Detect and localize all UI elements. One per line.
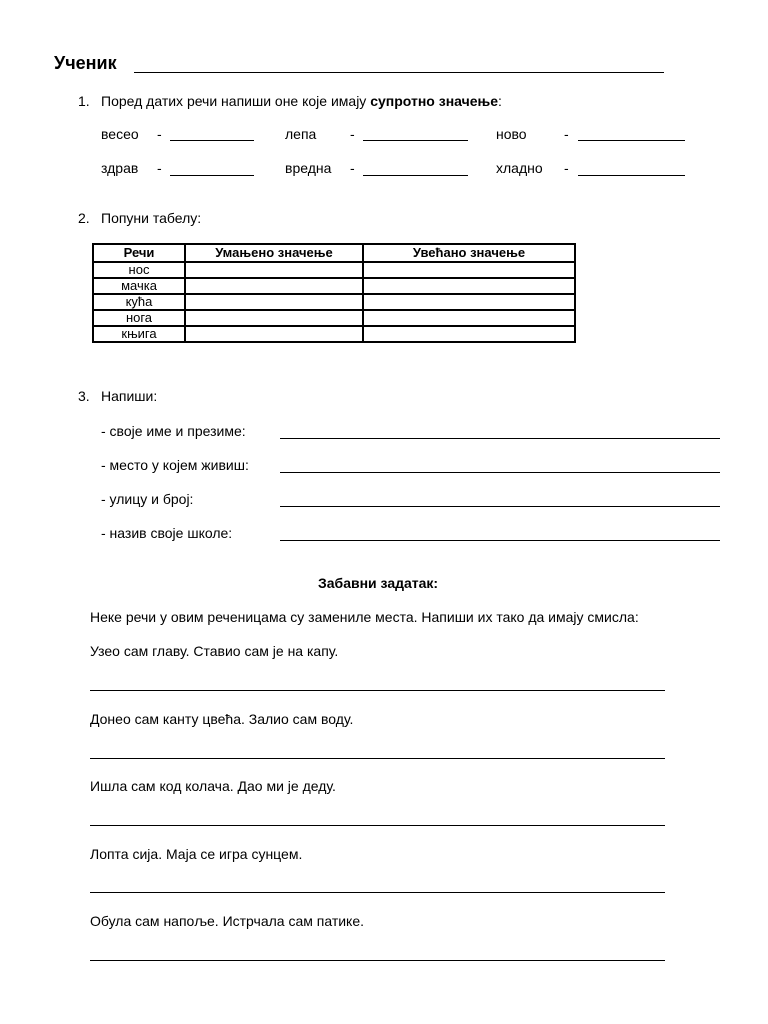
fun-task-answer-line[interactable]: [90, 960, 665, 961]
table-word-cell: нога: [93, 310, 185, 326]
task1-dash: -: [564, 160, 569, 176]
student-name-line[interactable]: [134, 56, 664, 73]
fun-task-sentence: Лопта сија. Маја се игра сунцем.: [90, 846, 303, 862]
task1-text-before: Поред датих речи напиши оне које имају: [101, 93, 371, 109]
augmentative-cell[interactable]: [363, 294, 575, 310]
table-row: [93, 278, 575, 294]
task1-text-after: :: [497, 93, 502, 109]
table-row: [93, 326, 575, 342]
fun-task-instruction: Неке речи у овим реченицама су замениле места. Напиши их тако да имају смисла:: [90, 609, 639, 625]
fun-task-sentence: Ишла сам код колача. Дао ми је деду.: [90, 778, 336, 794]
diminutive-cell[interactable]: [185, 278, 363, 294]
diminutive-cell[interactable]: [185, 310, 363, 326]
task3-item-label: - улицу и број:: [101, 491, 194, 507]
fun-task-answer-line[interactable]: [90, 690, 665, 691]
task1-number: 1.: [78, 93, 90, 109]
task1-word: лепа: [285, 126, 317, 142]
task1-dash: -: [350, 126, 355, 142]
table-word-cell: књига: [93, 326, 185, 342]
task1-answer-line[interactable]: [578, 126, 685, 141]
task3-answer-line[interactable]: [280, 424, 720, 439]
task3-answer-line[interactable]: [280, 458, 720, 473]
task1-word: вредна: [285, 160, 332, 176]
table-word-cell: мачка: [93, 278, 185, 294]
task1-answer-line[interactable]: [170, 160, 254, 176]
task1-answer-line[interactable]: [578, 160, 685, 176]
augmentative-cell[interactable]: [363, 262, 575, 278]
table-header: Умањено значење: [185, 244, 363, 262]
task1-answer-line[interactable]: [363, 126, 468, 141]
fun-task-sentence: Обула сам напоље. Истрчала сам патике.: [90, 913, 365, 929]
task1-answer-line[interactable]: [363, 160, 468, 176]
task3-item-label: - своје име и презиме:: [101, 423, 246, 439]
task1-word: весео: [101, 126, 139, 142]
task1-text-bold: супротно значење: [370, 93, 498, 109]
task3-number: 3.: [78, 388, 90, 404]
augmentative-cell[interactable]: [363, 326, 575, 342]
task1-word: здрав: [101, 160, 139, 176]
table-word-cell: нос: [93, 262, 185, 278]
fun-task-answer-line[interactable]: [90, 758, 665, 759]
task3-answer-line[interactable]: [280, 492, 720, 507]
diminutive-cell[interactable]: [185, 294, 363, 310]
task3-answer-line[interactable]: [280, 526, 720, 541]
task1-instruction: [101, 93, 502, 109]
table-row: [93, 310, 575, 326]
table-row: [93, 294, 575, 310]
task3-item-label: - назив своје школе:: [101, 525, 233, 541]
table-row: [93, 262, 575, 278]
task1-dash: -: [350, 160, 355, 176]
task1-dash: -: [157, 126, 162, 142]
task3-instruction: Напиши:: [101, 388, 158, 404]
task1-word: ново: [496, 126, 527, 142]
table-header: Увећано значење: [363, 244, 575, 262]
fun-task-answer-line[interactable]: [90, 825, 665, 826]
table-header: Речи: [93, 244, 185, 262]
task1-dash: -: [157, 160, 162, 176]
fun-task-sentence: Узео сам главу. Ставио сам је на капу.: [90, 643, 339, 659]
fun-task-sentence: Донео сам канту цвећа. Залио сам воду.: [90, 711, 354, 727]
task3-item-label: - место у којем живиш:: [101, 457, 249, 473]
table-header-row: [93, 244, 575, 262]
task1-word: хладно: [496, 160, 543, 176]
task1-dash: -: [564, 126, 569, 142]
diminutive-cell[interactable]: [185, 326, 363, 342]
task2-number: 2.: [78, 210, 90, 226]
fun-task-title: Забавни задатак:: [318, 575, 439, 591]
augmentative-cell[interactable]: [363, 310, 575, 326]
task2-instruction: Попуни табелу:: [101, 210, 202, 226]
student-label: Ученик: [54, 53, 117, 73]
task1-answer-line[interactable]: [170, 126, 254, 141]
fun-task-answer-line[interactable]: [90, 892, 665, 893]
word-table: [92, 243, 576, 343]
diminutive-cell[interactable]: [185, 262, 363, 278]
table-word-cell: кућа: [93, 294, 185, 310]
augmentative-cell[interactable]: [363, 278, 575, 294]
